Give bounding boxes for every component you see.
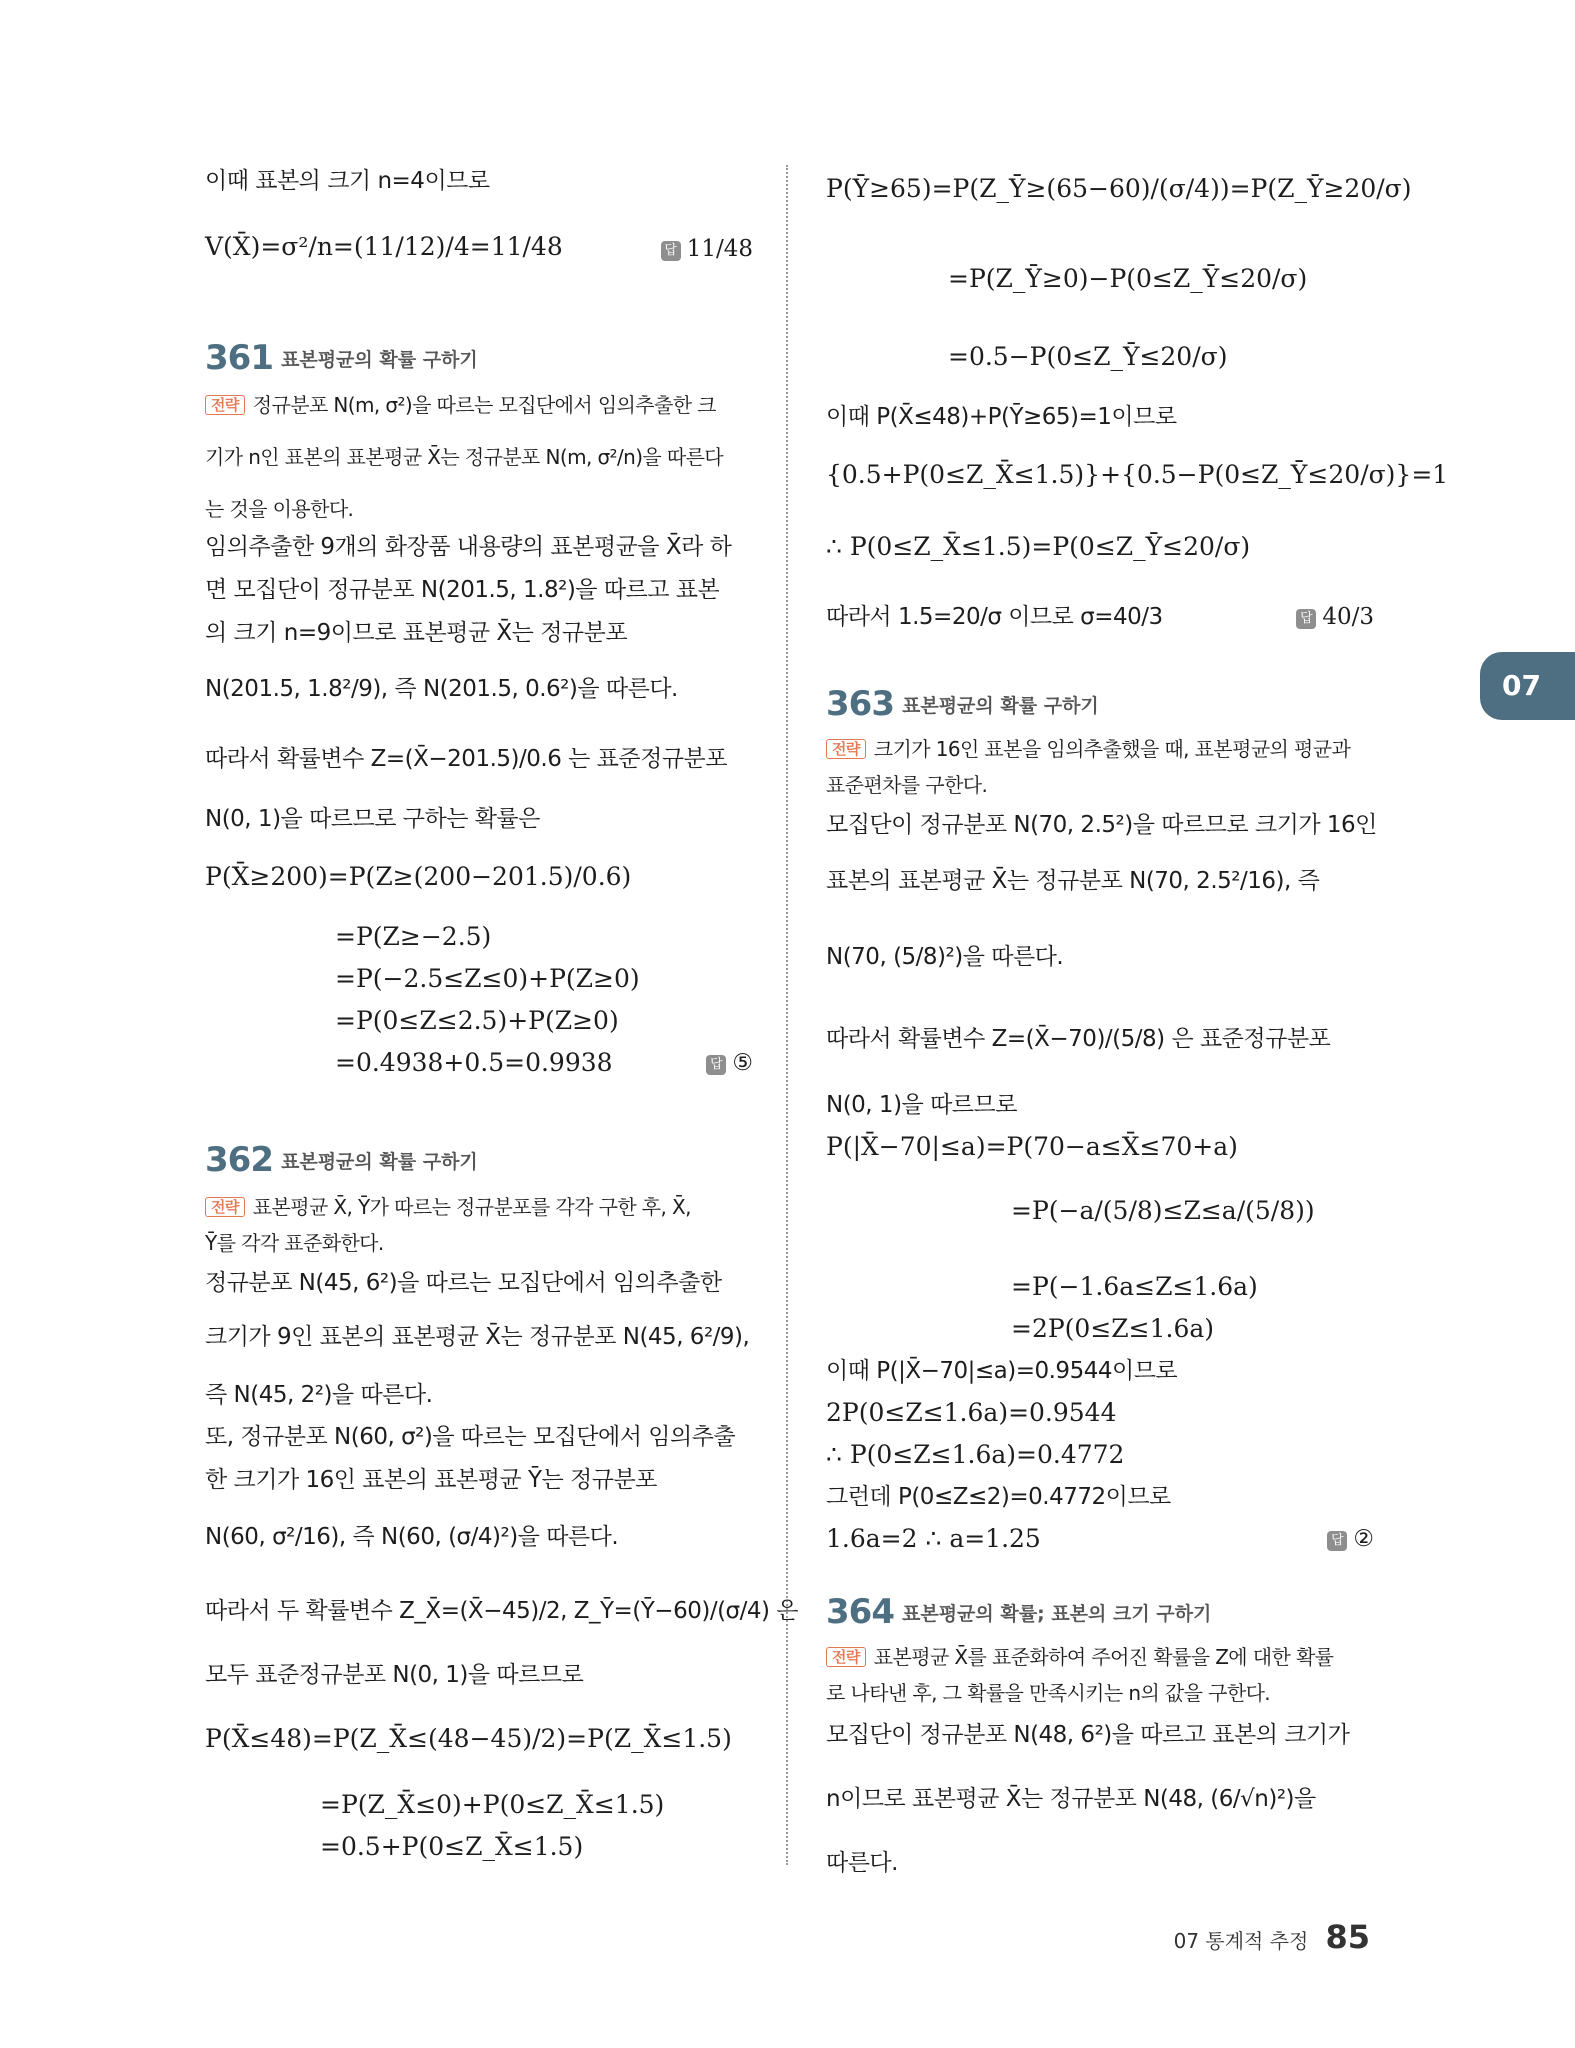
equation-line: =P(−1.6a≤Z≤1.6a) [1011, 1272, 1258, 1301]
text-line: n이므로 표본평균 X̄는 정규분포 N(48, (6/√n)²)을 [826, 1786, 1316, 1812]
problem-number: 362 [205, 1140, 273, 1180]
text-line: N(60, σ²/16), 즉 N(60, (σ/4)²)을 따른다. [205, 1524, 619, 1550]
text-line: N(70, (5/8)²)을 따른다. [826, 944, 1064, 970]
text-line: N(201.5, 1.8²/9), 즉 N(201.5, 0.6²)을 따른다. [205, 676, 678, 702]
strategy-text: 크기가 16인 표본을 임의추출했을 때, 표본평균의 평균과 [873, 737, 1351, 761]
equation-line: P(|X̄−70|≤a)=P(70−a≤X̄≤70+a) [826, 1132, 1238, 1161]
equation-line: ∴ P(0≤Z_X̄≤1.5)=P(0≤Z_Ȳ≤20/σ) [826, 532, 1251, 561]
strategy-line: 는 것을 이용한다. [205, 497, 354, 521]
chapter-tab: 07 [1480, 652, 1575, 720]
strategy-line [205, 1190, 691, 1224]
strategy-tag: 전략 [205, 395, 245, 415]
strategy-line: 표준편차를 구한다. [826, 773, 988, 797]
strategy-tag: 전략 [205, 1197, 245, 1217]
answer-value: ⑤ [732, 1050, 753, 1076]
answer-value: 11/48 [686, 236, 753, 262]
answer-value: ② [1353, 1526, 1374, 1552]
page-footer [1174, 1918, 1370, 1956]
equation-line: =P(Z_X̄≤0)+P(0≤Z_X̄≤1.5) [320, 1790, 665, 1819]
strategy-text: 표본평균 X̄, Ȳ가 따르는 정규분포를 각각 구한 후, X̄, [252, 1195, 691, 1219]
text-line: 그런데 P(0≤Z≤2)=0.4772이므로 [826, 1484, 1171, 1510]
equation-line: =P(Z≥−2.5) [335, 922, 492, 951]
text-line: 이때 P(X̄≤48)+P(Ȳ≥65)=1이므로 [826, 404, 1177, 430]
text-line: 이때 표본의 크기 n=4이므로 [205, 168, 490, 194]
text-line: 또, 정규분포 N(60, σ²)을 따르는 모집단에서 임의추출 [205, 1424, 736, 1450]
strategy-tag: 전략 [826, 739, 866, 759]
answer [661, 232, 753, 266]
equation-line: =P(−2.5≤Z≤0)+P(Z≥0) [335, 964, 640, 993]
strategy-line [826, 732, 1350, 766]
equation-line: 1.6a=2 ∴ a=1.25 [826, 1524, 1041, 1553]
equation-line: =0.5+P(0≤Z_X̄≤1.5) [320, 1832, 584, 1861]
text-line: 모집단이 정규분포 N(70, 2.5²)을 따르므로 크기가 16인 [826, 812, 1377, 838]
answer [1327, 1522, 1374, 1556]
problem-title: 표본평균의 확률 구하기 [280, 1150, 478, 1173]
problem-number: 363 [826, 684, 894, 724]
problem-header-361 [205, 338, 478, 378]
equation-line: =P(−a/(5/8)≤Z≤a/(5/8)) [1011, 1196, 1315, 1225]
text-line: 따른다. [826, 1850, 898, 1876]
text-line: 따라서 두 확률변수 Z_X̄=(X̄−45)/2, Z_Ȳ=(Ȳ−60)/(σ/4) 은 [205, 1598, 799, 1624]
strategy-tag: 전략 [826, 1647, 866, 1667]
text-line: 한 크기가 16인 표본의 표본평균 Ȳ는 정규분포 [205, 1467, 657, 1493]
problem-number: 361 [205, 338, 273, 378]
equation-line: P(X̄≥200)=P(Z≥(200−201.5)/0.6) [205, 862, 632, 891]
answer [706, 1046, 753, 1080]
equation-line: ∴ P(0≤Z≤1.6a)=0.4772 [826, 1440, 1125, 1469]
strategy-line: Ȳ를 각각 표준화한다. [205, 1231, 384, 1255]
answer-value: 40/3 [1322, 604, 1374, 630]
text-line: 표본의 표본평균 X̄는 정규분포 N(70, 2.5²/16), 즉 [826, 868, 1320, 894]
text-line: 따라서 1.5=20/σ 이므로 σ=40/3 [826, 604, 1163, 630]
problem-header-362 [205, 1140, 478, 1180]
equation-line: =P(Z_Ȳ≥0)−P(0≤Z_Ȳ≤20/σ) [948, 264, 1308, 293]
strategy-text: 표본평균 X̄를 표준화하여 주어진 확률을 Z에 대한 확률 [873, 1645, 1334, 1669]
answer [1296, 600, 1374, 634]
answer-badge: 답 [1327, 1531, 1347, 1551]
text-line: 임의추출한 9개의 화장품 내용량의 표본평균을 X̄라 하 [205, 534, 732, 560]
text-line: 따라서 확률변수 Z=(X̄−70)/(5/8) 은 표준정규분포 [826, 1026, 1331, 1052]
problem-title: 표본평균의 확률 구하기 [280, 348, 478, 371]
problem-header-364 [826, 1592, 1211, 1632]
text-line: 크기가 9인 표본의 표본평균 X̄는 정규분포 N(45, 6²/9), [205, 1324, 750, 1350]
equation-line: P(X̄≤48)=P(Z_X̄≤(48−45)/2)=P(Z_X̄≤1.5) [205, 1724, 732, 1753]
answer-badge: 답 [661, 241, 681, 261]
problem-header-363 [826, 684, 1099, 724]
equation-line: =0.4938+0.5=0.9938 [335, 1048, 613, 1077]
problem-number: 364 [826, 1592, 894, 1632]
answer-badge: 답 [706, 1055, 726, 1075]
chapter-title: 07 통계적 추정 [1173, 1929, 1309, 1953]
equation-line: 2P(0≤Z≤1.6a)=0.9544 [826, 1398, 1117, 1427]
text-line: 의 크기 n=9이므로 표본평균 X̄는 정규분포 [205, 620, 628, 646]
equation-line: =0.5−P(0≤Z_Ȳ≤20/σ) [948, 342, 1228, 371]
answer-badge: 답 [1296, 609, 1316, 629]
equation-line: {0.5+P(0≤Z_X̄≤1.5)}+{0.5−P(0≤Z_Ȳ≤20/σ)}=1 [826, 460, 1449, 489]
text-line: 이때 P(|X̄−70|≤a)=0.9544이므로 [826, 1358, 1178, 1384]
strategy-line: 로 나타낸 후, 그 확률을 만족시키는 n의 값을 구한다. [826, 1681, 1271, 1705]
equation-line: =P(0≤Z≤2.5)+P(Z≥0) [335, 1006, 619, 1035]
text-line: 정규분포 N(45, 6²)을 따르는 모집단에서 임의추출한 [205, 1270, 722, 1296]
strategy-line [826, 1640, 1333, 1674]
strategy-line [205, 388, 716, 422]
strategy-line: 기가 n인 표본의 표본평균 X̄는 정규분포 N(m, σ²/n)을 따른다 [205, 445, 724, 469]
strategy-text: 정규분포 N(m, σ²)을 따르는 모집단에서 임의추출한 크 [252, 393, 716, 417]
text-line: 면 모집단이 정규분포 N(201.5, 1.8²)을 따르고 표본 [205, 577, 720, 603]
problem-title: 표본평균의 확률 구하기 [901, 694, 1099, 717]
text-line: N(0, 1)을 따르므로 구하는 확률은 [205, 806, 540, 832]
text-line: 따라서 확률변수 Z=(X̄−201.5)/0.6 는 표준정규분포 [205, 746, 727, 772]
text-line: 즉 N(45, 2²)을 따른다. [205, 1382, 433, 1408]
text-line: 모집단이 정규분포 N(48, 6²)을 따르고 표본의 크기가 [826, 1722, 1350, 1748]
equation-line: V(X̄)=σ²/n=(11/12)/4=11/48 [205, 232, 563, 261]
text-line: 모두 표준정규분포 N(0, 1)을 따르므로 [205, 1662, 584, 1688]
problem-title: 표본평균의 확률; 표본의 크기 구하기 [901, 1602, 1212, 1625]
text-line: N(0, 1)을 따르므로 [826, 1092, 1017, 1118]
equation-line: P(Ȳ≥65)=P(Z_Ȳ≥(65−60)/(σ/4))=P(Z_Ȳ≥20/σ) [826, 174, 1412, 203]
equation-line: =2P(0≤Z≤1.6a) [1011, 1314, 1215, 1343]
page-number: 85 [1325, 1918, 1370, 1956]
